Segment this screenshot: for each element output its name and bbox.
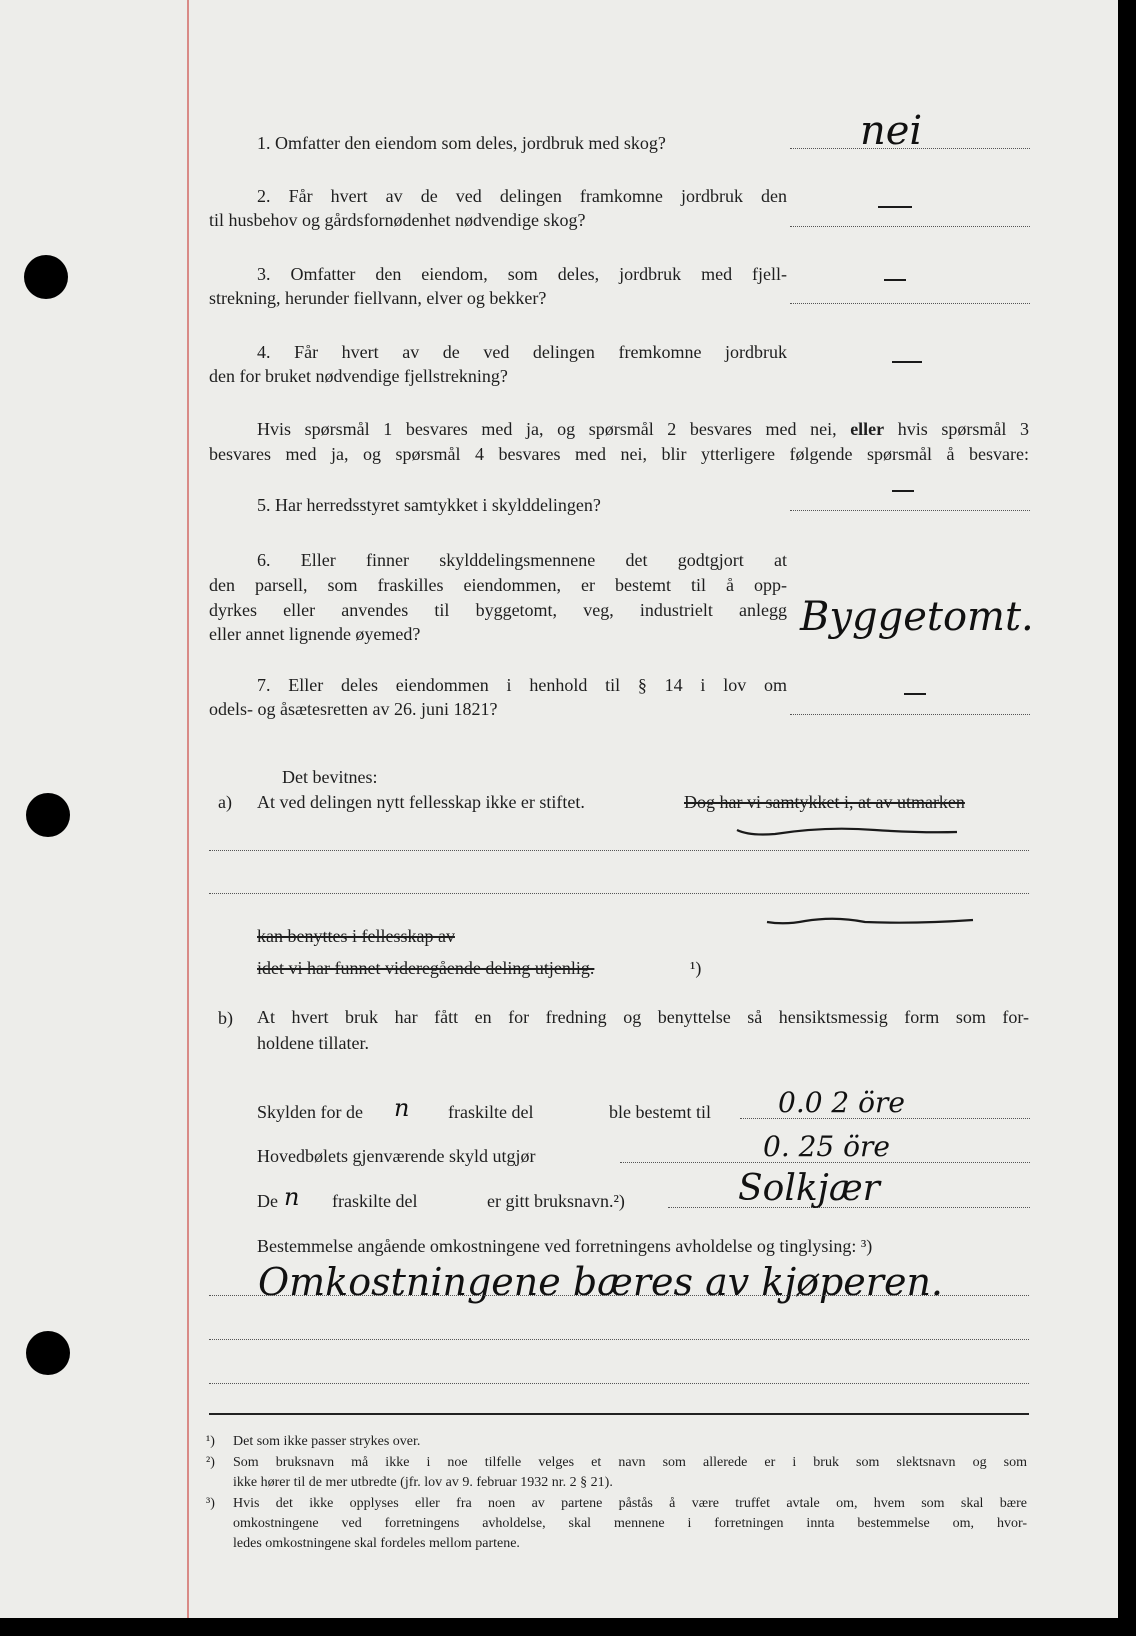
question-4-line-2: den for bruket nødvendige fjellstrekning? — [209, 366, 508, 386]
handwritten-stroke — [765, 913, 975, 931]
navn-label-2: fraskilte del — [332, 1191, 418, 1211]
handwritten-stroke — [735, 822, 960, 842]
question-6-line-4: eller annet lignende øyemed? — [209, 624, 421, 644]
attest-a-struck: Dog har vi samtykket i, at av utmarken — [684, 792, 965, 812]
question-3-line-2: strekning, herunder fiellvann, elver og bekker? — [209, 288, 547, 308]
answer-dash-7 — [904, 693, 926, 695]
answer-line — [790, 510, 1030, 511]
attest-heading: Det bevitnes: — [282, 767, 378, 787]
attest-b-line-2: holdene tillater. — [257, 1033, 369, 1053]
footnote-3-line-2: omkostningene ved forretningens avholdelse, skal mennene i forretningen innta bestemmelse om, hvor- — [233, 1516, 1027, 1531]
handwritten-answer-6: Byggetomt. — [800, 594, 1034, 640]
answer-line — [790, 226, 1030, 227]
punch-hole — [26, 793, 70, 837]
question-4-line-1: 4. Får hvert av de ved delingen fremkomne jordbruk — [257, 342, 787, 362]
skyld-label-1: Skylden for de — [257, 1102, 363, 1122]
footnote-3-line-1: Hvis det ikke opplyses eller fra noen av partene påstås å være truffet avtale om, hvem som skal bære — [233, 1496, 1027, 1511]
blank-line — [209, 1295, 1029, 1296]
answer-line — [790, 714, 1030, 715]
blank-line — [209, 1383, 1029, 1384]
answer-line — [790, 303, 1030, 304]
answer-dash-2 — [878, 206, 912, 208]
attest-b-label: b) — [218, 1008, 233, 1028]
footnote-2-line-1: Som bruksnavn må ikke i noe tilfelle velges et navn som allerede er i bruk som slektsnavn og som — [233, 1455, 1027, 1470]
punch-hole — [26, 1331, 70, 1375]
handwritten-n: n — [284, 1183, 300, 1211]
hoved-label: Hovedbølets gjenværende skyld utgjør — [257, 1146, 536, 1166]
bestemmelse-label: Bestemmelse angående omkostningene ved forretningens avholdelse og tinglysing: ³) — [257, 1236, 873, 1256]
blank-line — [209, 850, 1029, 851]
handwritten-skyld-value: 0.0 2 öre — [778, 1086, 905, 1119]
footnote-3-mark: ³) — [206, 1496, 215, 1511]
condition-line-1: Hvis spørsmål 1 besvares med ja, og spørsmål 2 besvares med nei, eller hvis spørsmål 3 — [257, 419, 1029, 439]
footnote-1-mark: ¹) — [206, 1434, 215, 1449]
struck-line-3: idet vi har funnet videregående deling utjenlig. — [257, 958, 595, 978]
question-2-line-2: til husbehov og gårdsfornødenhet nødvendige skog? — [209, 210, 586, 230]
answer-dash-4 — [892, 361, 922, 363]
handwritten-bruksnavn: Solkjær — [738, 1168, 880, 1209]
footnote-3-line-3: ledes omkostningene skal fordeles mellom partene. — [233, 1536, 520, 1551]
question-7-line-2: odels- og åsætesretten av 26. juni 1821? — [209, 699, 498, 719]
footnote-2-mark: ²) — [206, 1455, 215, 1470]
handwritten-answer-1: nei — [860, 108, 923, 154]
punch-hole — [24, 255, 68, 299]
struck-line-2: kan benyttes i fellesskap av — [257, 926, 455, 946]
footnote-2-line-2: ikke hører til de mer utbredte (jfr. lov av 9. februar 1932 nr. 2 § 21). — [233, 1475, 613, 1490]
red-margin-line — [187, 0, 189, 1618]
footnote-1-line-1: Det som ikke passer strykes over. — [233, 1434, 421, 1449]
question-6-line-1: 6. Eller finner skylddelingsmennene det godtgjort at — [257, 550, 787, 570]
question-6-line-2: den parsell, som fraskilles eiendommen, er bestemt til å opp- — [209, 575, 787, 595]
blank-line — [209, 893, 1029, 894]
condition-line-2: besvares med ja, og spørsmål 4 besvares med nei, blir ytterligere følgende spørsmål å besvare: — [209, 444, 1029, 464]
handwritten-hoved-value: 0. 25 öre — [763, 1130, 890, 1163]
footnote-divider — [209, 1413, 1029, 1415]
question-3-line-1: 3. Omfatter den eiendom, som deles, jordbruk med fjell- — [257, 264, 787, 284]
blank-line — [209, 1339, 1029, 1340]
question-2-line-1: 2. Får hvert av de ved delingen framkomne jordbruk den — [257, 186, 787, 206]
navn-label-3: er gitt bruksnavn.²) — [487, 1191, 625, 1211]
skyld-label-3: ble bestemt til — [609, 1102, 711, 1122]
attest-b-line-1: At hvert bruk har fått en for fredning og benyttelse så hensiktsmessig form som for- — [257, 1007, 1029, 1027]
navn-label-1: De — [257, 1191, 278, 1211]
handwritten-n: n — [394, 1094, 410, 1122]
footnote-ref-1: ¹) — [690, 958, 702, 978]
attest-a-text: At ved delingen nytt fellesskap ikke er stiftet. — [257, 792, 585, 812]
skyld-label-2: fraskilte del — [448, 1102, 534, 1122]
question-1-text: 1. Omfatter den eiendom som deles, jordbruk med skog? — [257, 133, 666, 153]
attest-a-label: a) — [218, 792, 232, 812]
answer-dash-5 — [892, 490, 914, 492]
handwritten-bestemmelse: Omkostningene bæres av kjøperen. — [258, 1260, 944, 1304]
answer-dash-3 — [884, 279, 906, 281]
question-7-line-1: 7. Eller deles eiendommen i henhold til § 14 i lov om — [257, 675, 787, 695]
question-5-text: 5. Har herredsstyret samtykket i skylddelingen? — [257, 495, 601, 515]
question-6-line-3: dyrkes eller anvendes til byggetomt, veg, industrielt anlegg — [209, 600, 787, 620]
